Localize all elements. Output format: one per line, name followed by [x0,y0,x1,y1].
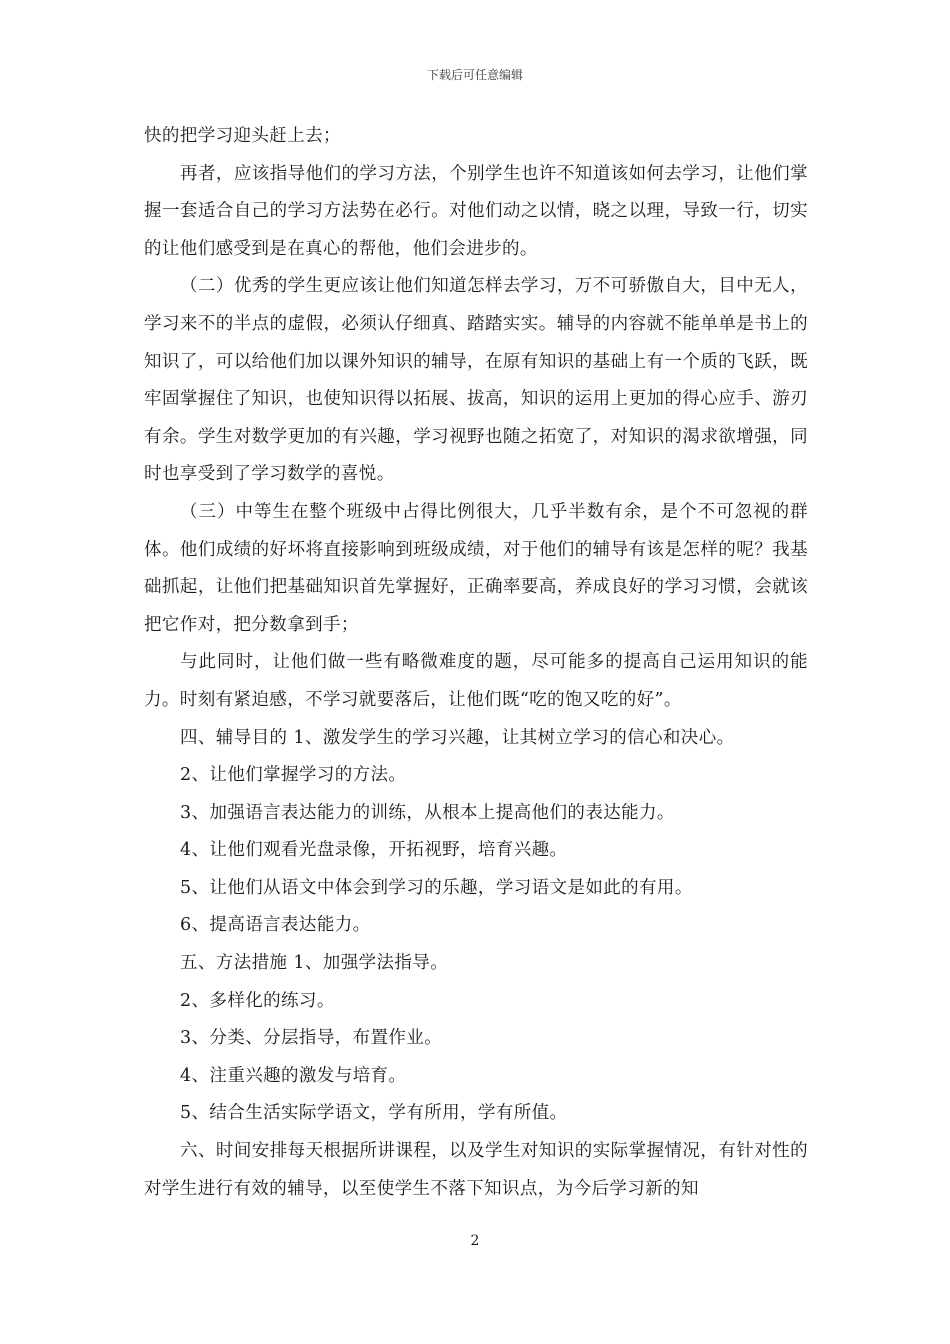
list-item: 3、分类、分层指导，布置作业。 [180,1028,443,1049]
list-item: 4、注重兴趣的激发与培育。 [180,1065,407,1086]
paragraph: （三）中等生在整个班级中占得比例很大，几乎半数有余，是个不可忽视的群体。他们成绩的好坏将直接影响到班级成绩，对于他们的辅导有该是怎样的呢？我基础抓起，让他们把基础知识首先掌握好，正确率要高，养成良好的学习习惯，会就该把它作对，把分数拿到手； [144,501,808,635]
list-item: 5、让他们从语文中体会到学习的乐趣，学习语文是如此的有用。 [180,877,693,898]
list-item: 4、让他们观看光盘录像，开拓视野，培育兴趣。 [180,840,568,861]
paragraph: （二）优秀的学生更应该让他们知道怎样去学习，万不可骄傲自大，目中无人，学习来不的半点的虚假，必须认仔细真、踏踏实实。辅导的内容就不能单单是书上的知识了，可以给他们加以课外知识的辅导，在原有知识的基础上有一个质的飞跃，既牢固掌握住了知识，也使知识得以拓展、拔高，知识的运用上更加的得心应手、游刃有余。学生对数学更加的有兴趣，学习视野也随之拓宽了，对知识的渴求欲增强，同时也享受到了学习数学的喜悦。 [144,276,808,485]
list-item: 5、结合生活实际学语文，学有所用，学有所值。 [180,1103,568,1124]
list-item: 3、加强语言表达能力的训练，从根本上提高他们的表达能力。 [180,802,675,823]
section-heading-schedule: 六、时间安排每天根据所讲课程，以及学生对知识的实际掌握情况，有针对性的对学生进行有效的辅导，以至使学生不落下知识点，为今后学习新的知 [144,1141,808,1199]
paragraph: 快的把学习迎头赶上去； [144,126,341,146]
section-heading-methods: 五、方法措施 1、加强学法指导。 [180,953,449,974]
list-item: 6、提高语言表达能力。 [180,915,371,936]
paragraph: 与此同时，让他们做一些有略微难度的题，尽可能多的提高自己运用知识的能力。时刻有紧迫感，不学习就要落后，让他们既“吃的饱又吃的好”。 [144,652,808,710]
page-number: 2 [470,1233,480,1249]
document-body [144,118,808,1208]
list-item: 2、多样化的练习。 [180,990,335,1011]
paragraph: 再者，应该指导他们的学习方法，个别学生也许不知道该如何去学习，让他们掌握一套适合自己的学习方法势在必行。对他们动之以情，晓之以理，导致一行，切实的让他们感受到是在真心的帮他，他们会进步的。 [144,163,808,259]
section-heading-objectives: 四、辅导目的 1、激发学生的学习兴趣，让其树立学习的信心和决心。 [180,727,735,748]
list-item: 2、让他们掌握学习的方法。 [180,765,407,786]
page-header: 下载后可任意编辑 [426,68,523,82]
